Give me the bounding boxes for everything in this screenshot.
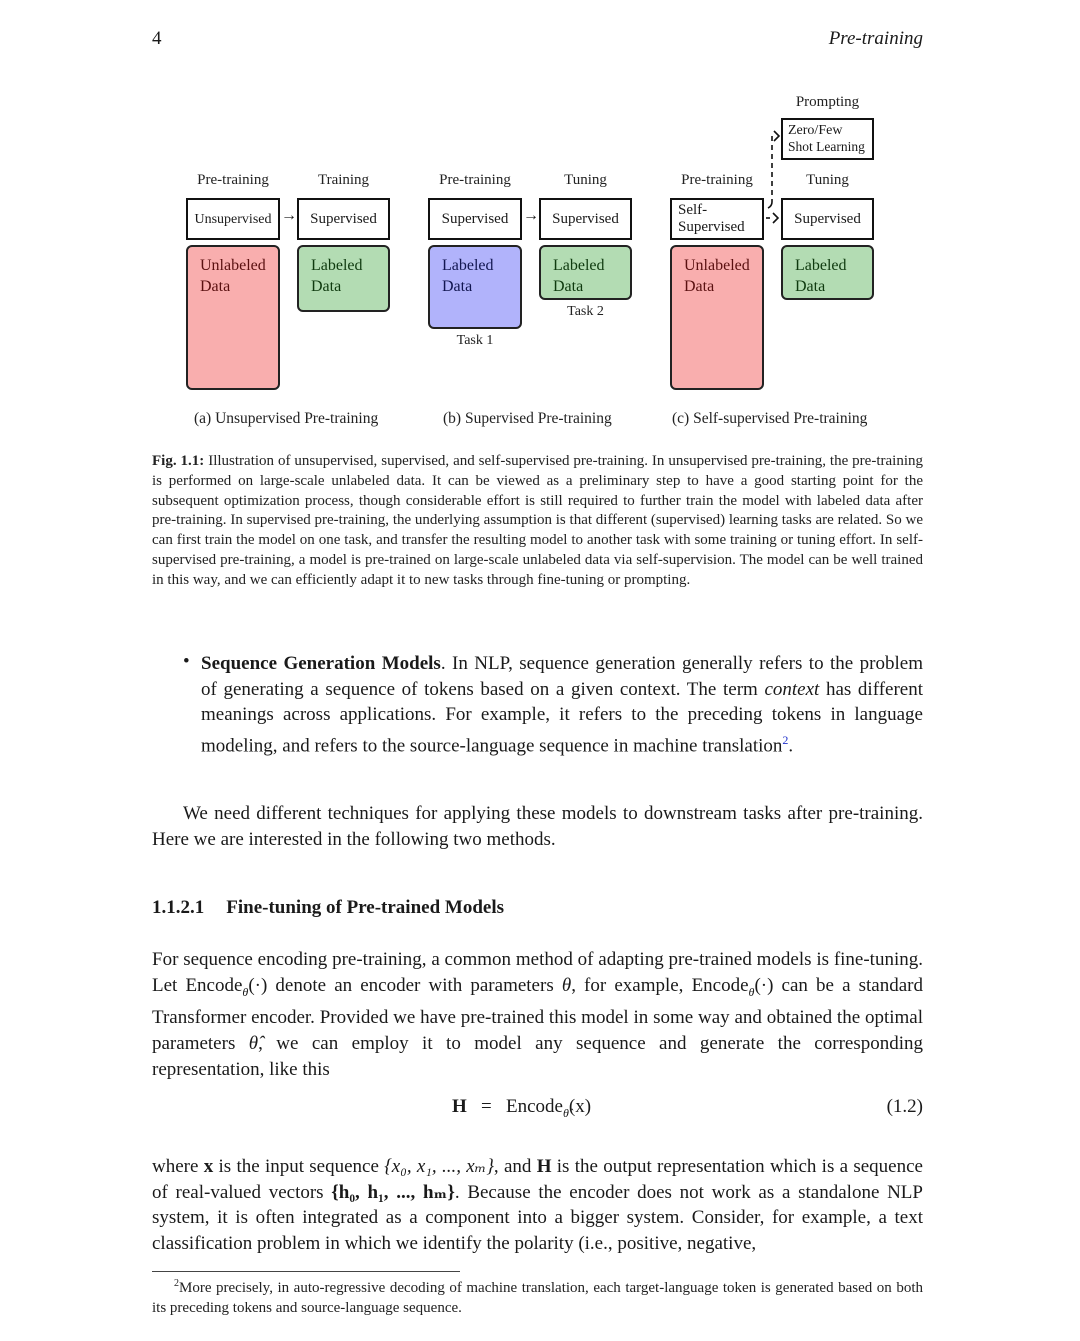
labeled-data-block <box>781 245 874 300</box>
data-line: Labeled <box>553 257 605 274</box>
supervised-box: Supervised <box>539 198 632 240</box>
unsupervised-box: Unsupervised <box>186 198 280 240</box>
text: where <box>152 1156 204 1177</box>
footnote-link[interactable]: 2 <box>782 733 789 748</box>
footnote-text: More precisely, in auto-regressive decoding of machine translation, each target-language token is generated based on both its preceding tokens and source-language sequence. <box>152 1280 923 1316</box>
section-title: Fine-tuning of Pre-trained Models <box>226 897 505 918</box>
section-number: 1.1.2.1 <box>152 897 205 918</box>
zero-few-shot-box <box>781 118 874 160</box>
subcaption-b: (b) Supervised Pre-training <box>443 410 612 427</box>
paragraph <box>152 947 923 1082</box>
stage-label: Tuning <box>564 172 607 188</box>
footnote <box>152 1274 923 1318</box>
supervised-box: Supervised <box>297 198 390 240</box>
math: = <box>481 1096 492 1117</box>
paragraph: We need different techniques for applying these models to downstream tasks after pre-training. Here we are interested in the following two methods. <box>152 803 923 850</box>
unlabeled-data-block <box>670 245 764 390</box>
footnote-mark: 2 <box>174 1278 179 1289</box>
text: For sequence encoding pre-training, a common method of adapting pre-trained models is fine-tuning. Let <box>152 949 923 996</box>
data-line: Unlabeled <box>684 257 750 274</box>
math: θ <box>561 974 572 996</box>
stage-label: Training <box>317 172 370 188</box>
data-line: Data <box>795 278 826 295</box>
math: (x) <box>568 1096 592 1117</box>
data-line: Labeled <box>442 257 494 274</box>
prompting-label: Prompting <box>795 94 860 110</box>
data-line: Labeled <box>795 257 847 274</box>
equation-body <box>452 1096 591 1121</box>
paragraph <box>152 1154 923 1257</box>
caption-label: Fig. 1.1: <box>152 453 205 469</box>
stage-label: Tuning <box>806 172 849 188</box>
math: x <box>203 1156 214 1177</box>
bullet-title: Sequence Generation Models <box>201 653 441 674</box>
math: θ̂ <box>248 1032 259 1054</box>
subcaption-c: (c) Self-supervised Pre-training <box>672 410 868 427</box>
running-title: Pre-training <box>828 28 923 49</box>
data-line: Data <box>684 278 715 295</box>
bullet-text: has different meanings across applications. For example, it refers to the preceding tokens in language modeling, and refers to the source-language sequence in machine translation <box>201 678 923 757</box>
text: can be a standard Transformer encoder. Provided we have pre-trained this model in some way and obtained the optimal parameters <box>152 974 924 1054</box>
text: , for example, <box>571 974 692 996</box>
bullet-marker: • <box>183 651 190 672</box>
supervised-box: Supervised <box>428 198 522 240</box>
self-supervised-box <box>670 198 764 240</box>
bullet-item <box>201 651 923 759</box>
text: , and <box>493 1156 537 1177</box>
stage-label: Pre-training <box>439 172 511 188</box>
page-number: 4 <box>152 28 162 49</box>
math: H <box>452 1096 467 1117</box>
labeled-data-block <box>297 245 390 312</box>
subcaption-a: (a) Unsupervised Pre-training <box>194 410 379 427</box>
data-line: Data <box>200 278 231 295</box>
unlabeled-data-block <box>186 245 280 390</box>
task-1-label: Task 1 <box>456 333 494 348</box>
math: θ <box>242 984 249 999</box>
labeled-data-task2-block <box>539 245 632 300</box>
math: Encode <box>185 974 243 996</box>
text: , we can employ it to model any sequence and generate the corresponding representation, like this <box>152 1032 923 1080</box>
math: (·) <box>754 974 774 996</box>
math: {h₀, h₁, ..., hₘ} <box>331 1181 455 1203</box>
math: {x₀, x₁, ..., xₘ} <box>384 1156 494 1177</box>
data-line: Unlabeled <box>200 257 266 274</box>
text: . Because the encoder does not work as a standalone NLP system, it is often integrated as a component into a bigger system. Consider, for example, a text classification problem in which we identify the polarity (i.e., positive, negative, <box>152 1181 923 1255</box>
bullet-text: . <box>788 735 794 757</box>
footnote-rule <box>152 1271 460 1272</box>
data-line: Data <box>442 278 473 295</box>
bullet-italic: context <box>764 678 820 700</box>
figure-caption <box>152 452 923 591</box>
text: is the output representation which is a sequence of real-valued vectors <box>152 1156 923 1203</box>
math: Encode <box>506 1096 563 1117</box>
stage-label: Pre-training <box>197 172 269 188</box>
data-line: Data <box>553 278 584 295</box>
box-line: Supervised <box>678 219 745 235</box>
labeled-data-task1-block <box>428 245 522 329</box>
arrow-icon: → <box>281 207 297 224</box>
caption-text: Illustration of unsupervised, supervised, and self-supervised pre-training. In unsupervised pre-training, the pre-training is performed on large-scale unlabeled data. It can be viewed as a preliminary step to have a good starting point for the subsequent optimization process, though considerable effort is still required to further train the model with labeled data after pre-training. In supervised pre-training, the underlying assumption is that different (supervised) learning tasks are related. So we can first train the model on one task, and transfer the resulting model to another task with some training or tuning effort. In self-supervised pre-training, a model is pre-trained on large-scale unlabeled data via self-supervision. The model can be well trained in this way, and we can efficiently adapt it to new tasks through fine-tuning or prompting. <box>152 453 923 588</box>
math: Encode <box>691 974 749 996</box>
math: θ̂ <box>562 1105 569 1120</box>
section-heading <box>152 897 504 919</box>
data-line: Data <box>311 278 342 295</box>
bullet-text: . In NLP, sequence generation generally refers to the problem of generating a sequence of tokens based on a given context. The term <box>201 653 923 700</box>
task-2-label: Task 2 <box>567 304 604 319</box>
box-line: Self- <box>678 202 708 218</box>
text: is the input sequence <box>213 1156 385 1177</box>
box-line: Shot Learning <box>788 139 865 154</box>
data-line: Labeled <box>311 257 363 274</box>
supervised-box: Supervised <box>781 198 874 240</box>
text: denote an encoder with parameters <box>267 974 562 996</box>
math: θ <box>748 984 755 999</box>
math: H <box>536 1156 552 1177</box>
math: (·) <box>248 974 268 996</box>
arrow-icon: → <box>523 207 539 224</box>
box-line: Zero/Few <box>788 123 843 138</box>
stage-label: Pre-training <box>681 172 753 188</box>
dashed-arrow-icon <box>765 211 781 225</box>
equation-number: (1.2) <box>886 1096 923 1117</box>
